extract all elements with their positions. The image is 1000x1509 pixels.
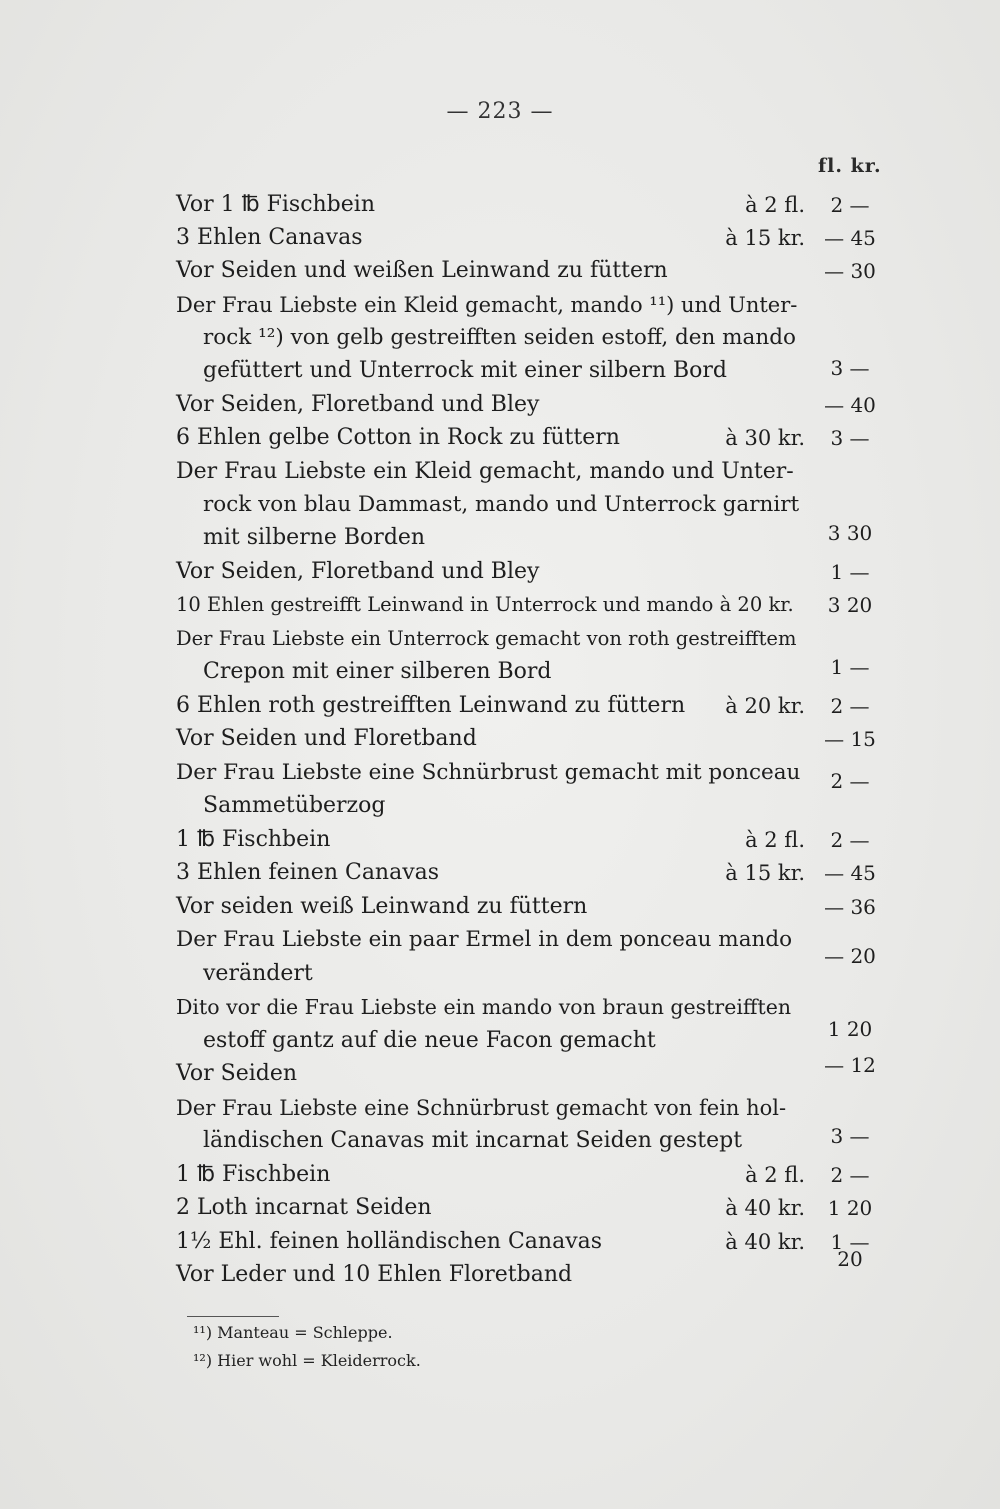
entry-description: Vor Seiden und weißen Leinwand zu füttern bbox=[176, 258, 668, 283]
entry-unit-price: à 20 kr. bbox=[725, 694, 805, 718]
ledger-row bbox=[0, 421, 1000, 455]
ledger-row bbox=[0, 254, 1000, 288]
ledger-row bbox=[0, 288, 1000, 322]
entry-description: Der Frau Liebste ein Kleid gemacht, mando ¹¹) und Unter- bbox=[176, 293, 798, 317]
ledger-row bbox=[0, 1124, 1000, 1158]
entry-amount: — 12 bbox=[824, 1053, 876, 1077]
entry-description: gefüttert und Unterrock mit einer silbern Bord bbox=[203, 358, 728, 383]
ledger-row bbox=[0, 655, 1000, 689]
ledger-row bbox=[0, 388, 1000, 422]
entry-amount: 2 — bbox=[830, 193, 870, 217]
ledger-row bbox=[0, 555, 1000, 589]
entry-description: 3 Ehlen feinen Canavas bbox=[176, 860, 440, 885]
entry-amount: 2 — bbox=[830, 828, 870, 852]
entry-amount: 3 — bbox=[830, 1124, 870, 1148]
entry-description: 1 ℔ Fischbein bbox=[176, 827, 331, 852]
entry-amount: 3 30 bbox=[827, 521, 873, 545]
entry-description: Sammetüberzog bbox=[203, 793, 386, 818]
entry-description: verändert bbox=[203, 961, 313, 986]
entry-amount: — 30 bbox=[824, 259, 876, 283]
entry-amount: — 45 bbox=[824, 861, 876, 885]
entry-amount: 1 — bbox=[830, 655, 870, 679]
entry-unit-price: à 40 kr. bbox=[725, 1196, 805, 1220]
entry-description: Dito vor die Frau Liebste ein mando von braun gestreifften bbox=[176, 995, 792, 1019]
entry-description: 1 ℔ Fischbein bbox=[176, 1162, 331, 1187]
entry-description: Vor Seiden bbox=[176, 1061, 298, 1086]
entry-amount: 20 bbox=[837, 1247, 863, 1271]
ledger-row bbox=[0, 1053, 1000, 1091]
entry-unit-price: à 2 fl. bbox=[745, 193, 805, 217]
ledger-row bbox=[0, 689, 1000, 723]
entry-description: 6 Ehlen roth gestreifften Leinwand zu füttern bbox=[176, 693, 686, 718]
entry-description: rock ¹²) von gelb gestreifften seiden estoff, den mando bbox=[203, 325, 796, 350]
entry-amount: — 45 bbox=[824, 226, 876, 250]
entry-amount: 1 20 bbox=[827, 1196, 873, 1220]
entry-amount: 3 — bbox=[830, 426, 870, 450]
entry-unit-price: à 15 kr. bbox=[725, 226, 805, 250]
ledger-row bbox=[0, 944, 1000, 991]
ledger-row bbox=[0, 188, 1000, 222]
entry-amount: 3 20 bbox=[827, 593, 873, 617]
entry-description: mit silberne Borden bbox=[203, 525, 426, 550]
entry-amount: — 36 bbox=[824, 895, 876, 919]
entry-description: 6 Ehlen gelbe Cotton in Rock zu füttern bbox=[176, 425, 620, 450]
entry-description: rock von blau Dammast, mando und Unterrock garnirt bbox=[203, 492, 800, 517]
entry-unit-price: à 2 fl. bbox=[745, 1163, 805, 1187]
entry-description: Vor seiden weiß Leinwand zu füttern bbox=[176, 894, 588, 919]
page-number: — 223 — bbox=[446, 99, 554, 124]
entry-description: Crepon mit einer silberen Bord bbox=[203, 659, 552, 684]
ledger-row bbox=[0, 890, 1000, 924]
ledger-row bbox=[0, 321, 1000, 355]
footnote-12: ¹²) Hier wohl = Kleiderrock. bbox=[193, 1351, 421, 1370]
ledger-row bbox=[0, 354, 1000, 388]
entry-amount: 1 — bbox=[830, 560, 870, 584]
ledger-row bbox=[0, 856, 1000, 890]
entry-amount: 2 — bbox=[830, 694, 870, 718]
entry-unit-price: à 30 kr. bbox=[725, 426, 805, 450]
ledger-row bbox=[0, 521, 1000, 555]
entry-description: Der Frau Liebste ein Unterrock gemacht von roth gestreifftem bbox=[176, 627, 797, 650]
ledger-row bbox=[0, 1247, 1000, 1292]
entry-description: Der Frau Liebste ein Kleid gemacht, mando und Unter- bbox=[176, 459, 794, 484]
entry-description: Vor Seiden, Floretband und Bley bbox=[176, 392, 540, 417]
entry-description: Vor Seiden, Floretband und Bley bbox=[176, 559, 540, 584]
footnote-11: ¹¹) Manteau = Schleppe. bbox=[193, 1323, 393, 1342]
entry-description: Der Frau Liebste eine Schnürbrust gemacht mit ponceau bbox=[176, 760, 801, 785]
currency-column-header: fl. kr. bbox=[818, 155, 882, 177]
ledger-row bbox=[0, 221, 1000, 255]
ledger-row bbox=[0, 1191, 1000, 1225]
entry-description: 10 Ehlen gestreifft Leinwand in Unterrock und mando à 20 kr. bbox=[176, 593, 794, 616]
entry-description: Vor 1 ℔ Fischbein bbox=[176, 192, 375, 217]
entry-amount: 1 20 bbox=[827, 1017, 873, 1041]
entry-description: 1½ Ehl. feinen holländischen Canavas bbox=[176, 1229, 603, 1254]
entry-unit-price: à 40 kr. bbox=[725, 1230, 805, 1254]
ledger-row bbox=[0, 455, 1000, 489]
entry-description: Vor Leder und 10 Ehlen Floretband bbox=[176, 1262, 573, 1287]
entry-description: ländischen Canavas mit incarnat Seiden gestept bbox=[203, 1128, 743, 1153]
entry-description: 2 Loth incarnat Seiden bbox=[176, 1195, 432, 1220]
ledger-row bbox=[0, 1158, 1000, 1192]
entry-description: Der Frau Liebste ein paar Ermel in dem ponceau mando bbox=[176, 927, 793, 952]
ledger-row bbox=[0, 823, 1000, 857]
entry-description: estoff gantz auf die neue Facon gemacht bbox=[203, 1028, 656, 1053]
entry-amount: — 15 bbox=[824, 727, 876, 751]
entry-amount: 2 — bbox=[830, 1163, 870, 1187]
entry-amount: 2 — bbox=[830, 769, 870, 793]
entry-amount: 3 — bbox=[830, 356, 870, 380]
footnote-separator bbox=[187, 1316, 279, 1317]
ledger-row bbox=[0, 722, 1000, 756]
entry-description: Der Frau Liebste eine Schnürbrust gemacht von fein hol- bbox=[176, 1096, 787, 1120]
entry-amount: — 40 bbox=[824, 393, 876, 417]
entry-amount: — 20 bbox=[824, 944, 876, 968]
entry-description: 3 Ehlen Canavas bbox=[176, 225, 363, 250]
entry-description: Vor Seiden und Floretband bbox=[176, 726, 477, 751]
entry-amount: 1 — bbox=[830, 1230, 870, 1254]
ledger-row bbox=[0, 588, 1000, 622]
entry-unit-price: à 2 fl. bbox=[745, 828, 805, 852]
entry-unit-price: à 15 kr. bbox=[725, 861, 805, 885]
